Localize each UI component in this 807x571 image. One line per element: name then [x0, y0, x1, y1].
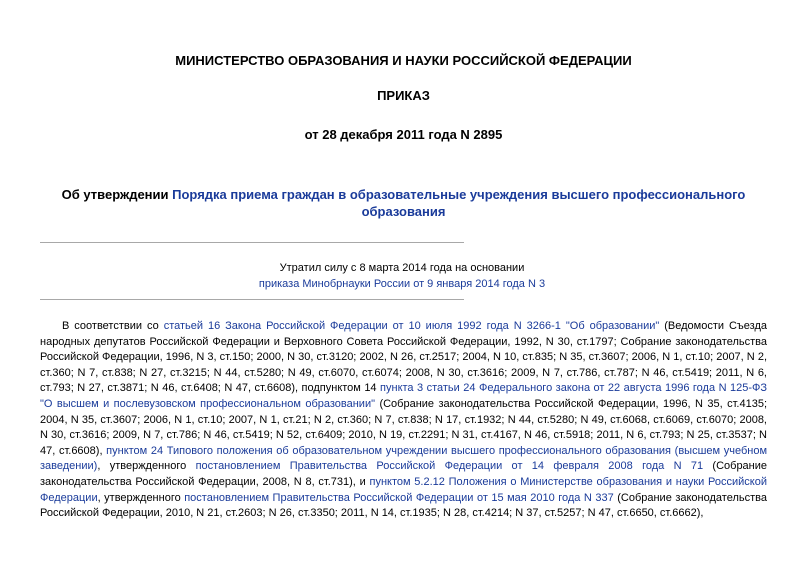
- document-title: [40, 186, 767, 220]
- preamble-text-1: В соответствии со: [62, 320, 164, 332]
- document-type: ПРИКАЗ: [377, 88, 430, 103]
- title-link[interactable]: Порядка приема граждан в образовательные учреждения высшего профессионального образования: [172, 187, 746, 219]
- preamble-text-5: (Собрание законодательства Российской Федерации, 2008, N 8, ст.731), и: [40, 460, 768, 488]
- federal-law-125-link[interactable]: пункта 3 статьи 24 Федерального закона от 22 августа 1996 года N 125-ФЗ "О высшем и послевузовском профессиональном образовании": [40, 382, 767, 410]
- divider-top: [40, 242, 464, 243]
- repeal-notice: Утратил силу с 8 марта 2014 года на основании: [279, 262, 525, 274]
- divider-bottom: [40, 299, 464, 300]
- repeal-order-link[interactable]: приказа Минобрнауки России от 9 января 2014 года N 3: [258, 278, 546, 290]
- preamble-text-4: , утвержденного: [97, 460, 196, 473]
- typical-regulation-link[interactable]: пунктом 24 Типового положения об образовательном учреждении высшего профессионального образования (высшем учебном заведении): [40, 444, 768, 473]
- preamble-text-2: (Ведомости Съезда народных депутатов Российской Федерации и Верховного Совета Российской Федерации, 1992, N 30, ст.1797; Собрание законодательства Российской Федерации, 1996, N 3, ст.150; 2000, N 30, ст.3120; 2002, N 26, ст.2517; 2004, N 10, ст.835; N 35, ст.3607; 2006, N 1, ст.10; 2007, N 2, ст.360; N 7, ст.838; N 27, ст.3215; N 44, ст.5280; N 49, ст.6070, ст.6074; 2008, N 30, ст.3616; 2009, N 7, ст.786, ст.787; N 46, ст.5419; 2011, N 6, ст.793; N 27, ст.3871; N 46, ст.6408; N 47, ст.6608), подпунктом 14: [40, 320, 767, 395]
- ministry-regulation-link[interactable]: пунктом 5.2.12 Положения о Министерстве образования и науки Российской Федерации: [40, 475, 767, 504]
- preamble-text-6: , утвержденного: [97, 491, 185, 504]
- preamble-paragraph: [40, 319, 767, 522]
- preamble-text-7: (Собрание законодательства Российской Федерации, 2010, N 21, ст.2603; N 26, ст.3350; 2011, N 14, ст.1935; N 28, ст.4214; N 37, ст.5257; N 47, ст.6650, ст.6662),: [40, 491, 767, 520]
- repeal-notice-link-line: [200, 277, 604, 291]
- preamble-text-3: (Собрание законодательства Российской Федерации, 1996, N 35, ст.4135; 2004, N 35, ст.3607; 2006, N 1, ст.10; 2007, N 1, ст.21; N 2, ст.360; N 7, ст.838; N 17, ст.1932; N 44, ст.5280; N 49, ст.6068, ст.6069, ст.6070; 2008, N 30, ст.3616; 2009, N 7, ст.786; N 46, ст.5419; N 52, ст.6409; 2010, N 19, ст.2291; N 31, ст.4167, N 46, ст.5918; 2011, N 6, ст.793; N 25, ст.3537; N 47, ст.6608),: [40, 397, 768, 457]
- decree-337-link[interactable]: постановлением Правительства Российской Федерации от 15 мая 2010 года N 337: [184, 491, 614, 504]
- law-article-16-link[interactable]: статьей 16 Закона Российской Федерации от 10 июля 1992 года N 3266-1 "Об образовании": [163, 320, 660, 332]
- order-date-number: от 28 декабря 2011 года N 2895: [304, 127, 503, 142]
- decree-71-link[interactable]: постановлением Правительства Российской Федерации от 14 февраля 2008 года N 71: [195, 460, 704, 473]
- ministry-heading: МИНИСТЕРСТВО ОБРАЗОВАНИЯ И НАУКИ РОССИЙСКОЙ ФЕДЕРАЦИИ: [175, 53, 632, 68]
- title-prefix: Об утверждении: [61, 187, 173, 202]
